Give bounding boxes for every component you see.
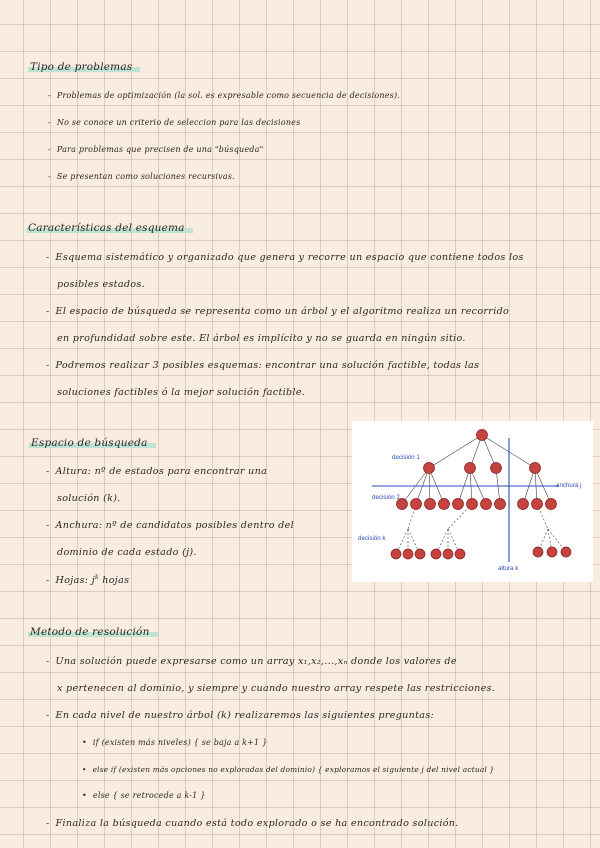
heading-caracteristicas: Características del esquema: [26, 222, 193, 234]
sub-item: • if (existen más niveles) { se baja a k+1 }: [82, 738, 268, 747]
label-decision-2: decisión 2: [372, 494, 400, 501]
tree-leaf: [403, 549, 413, 559]
tree-dashed-edges: [396, 504, 566, 554]
list-item: - Se presentan como soluciones recursivas.: [48, 172, 235, 181]
tree-node: [518, 499, 529, 510]
tree-node: [465, 463, 476, 474]
tree-nodes: [391, 430, 571, 560]
label-decision-1: decisión 1: [392, 454, 420, 461]
tree-node: [424, 463, 435, 474]
list-item: - Problemas de optimización (la sol. es expresable como secuencia de decisiones).: [48, 91, 401, 100]
list-item-continuation: x pertenecen al dominio, y siempre y cuando nuestro array respete las restricciones.: [57, 683, 496, 694]
list-item-continuation: soluciones factibles ó la mejor solución factible.: [57, 387, 306, 398]
list-item-anchura: - Anchura: nº de candidatos posibles dentro del: [46, 520, 294, 531]
label-decision-k: decisión k: [358, 535, 386, 542]
list-item-continuation: posibles estados.: [57, 279, 145, 290]
tree-node-root: [477, 430, 488, 441]
sub-item: • else { se retrocede a k-1 }: [82, 791, 206, 800]
tree-leaf: [443, 549, 453, 559]
list-item: - Para problemas que precisen de una "búsqueda": [48, 145, 264, 154]
tree-node: [495, 499, 506, 510]
list-item: - No se conoce un criterio de seleccion para las decisiones: [48, 118, 301, 127]
tree-leaf: [415, 549, 425, 559]
tree-node: [546, 499, 557, 510]
tree-leaf: [431, 549, 441, 559]
list-item: - En cada nivel de nuestro árbol (k) realizaremos las siguientes preguntas:: [46, 710, 435, 721]
list-item: - Finaliza la búsqueda cuando está todo explorado o se ha encontrado solución.: [46, 818, 459, 829]
list-item: - Podremos realizar 3 posibles esquemas: encontrar una solución factible, todas las: [46, 360, 480, 371]
list-item: - El espacio de búsqueda se representa como un árbol y el algoritmo realiza un recorrido: [46, 306, 510, 317]
list-item-hojas: - Hojas: $j^k$ hojas: [46, 574, 130, 587]
list-item: - Una solución puede expresarse como un array x₁,x₂,...,xₙ donde los valores de: [46, 656, 457, 667]
tree-node: [530, 463, 541, 474]
heading-tipo-problemas: Tipo de problemas: [28, 61, 140, 73]
list-item-altura: - Altura: nº de estados para encontrar una: [46, 466, 268, 477]
search-tree-svg: [352, 421, 593, 582]
tree-leaf: [561, 547, 571, 557]
list-item-continuation: en profundidad sobre este. El árbol es implícito y no se guarda en ningún sitio.: [57, 333, 466, 344]
tree-leaf: [391, 549, 401, 559]
tree-node: [453, 499, 464, 510]
list-item-continuation: dominio de cada estado (j).: [57, 547, 197, 558]
tree-node: [411, 499, 422, 510]
tree-leaf: [533, 547, 543, 557]
tree-node: [467, 499, 478, 510]
tree-leaf: [547, 547, 557, 557]
tree-node: [532, 499, 543, 510]
heading-espacio-busqueda: Espacio de búsqueda: [29, 437, 156, 449]
tree-node: [439, 499, 450, 510]
label-altura: altura k: [498, 565, 519, 572]
list-item: - Esquema sistemático y organizado que genera y recorre un espacio que contiene todos los: [46, 252, 524, 263]
tree-node: [425, 499, 436, 510]
label-anchura: anchura j: [556, 482, 582, 489]
list-item-continuation: solución (k).: [57, 493, 121, 504]
tree-leaf: [455, 549, 465, 559]
sub-item: • else if (existen más opciones no exploradas del dominio) { exploramos el siguiente j del nivel actual }: [82, 765, 495, 774]
tree-node: [481, 499, 492, 510]
search-tree-diagram: [352, 421, 593, 582]
heading-metodo-resolucion: Metodo de resolución: [28, 626, 158, 638]
